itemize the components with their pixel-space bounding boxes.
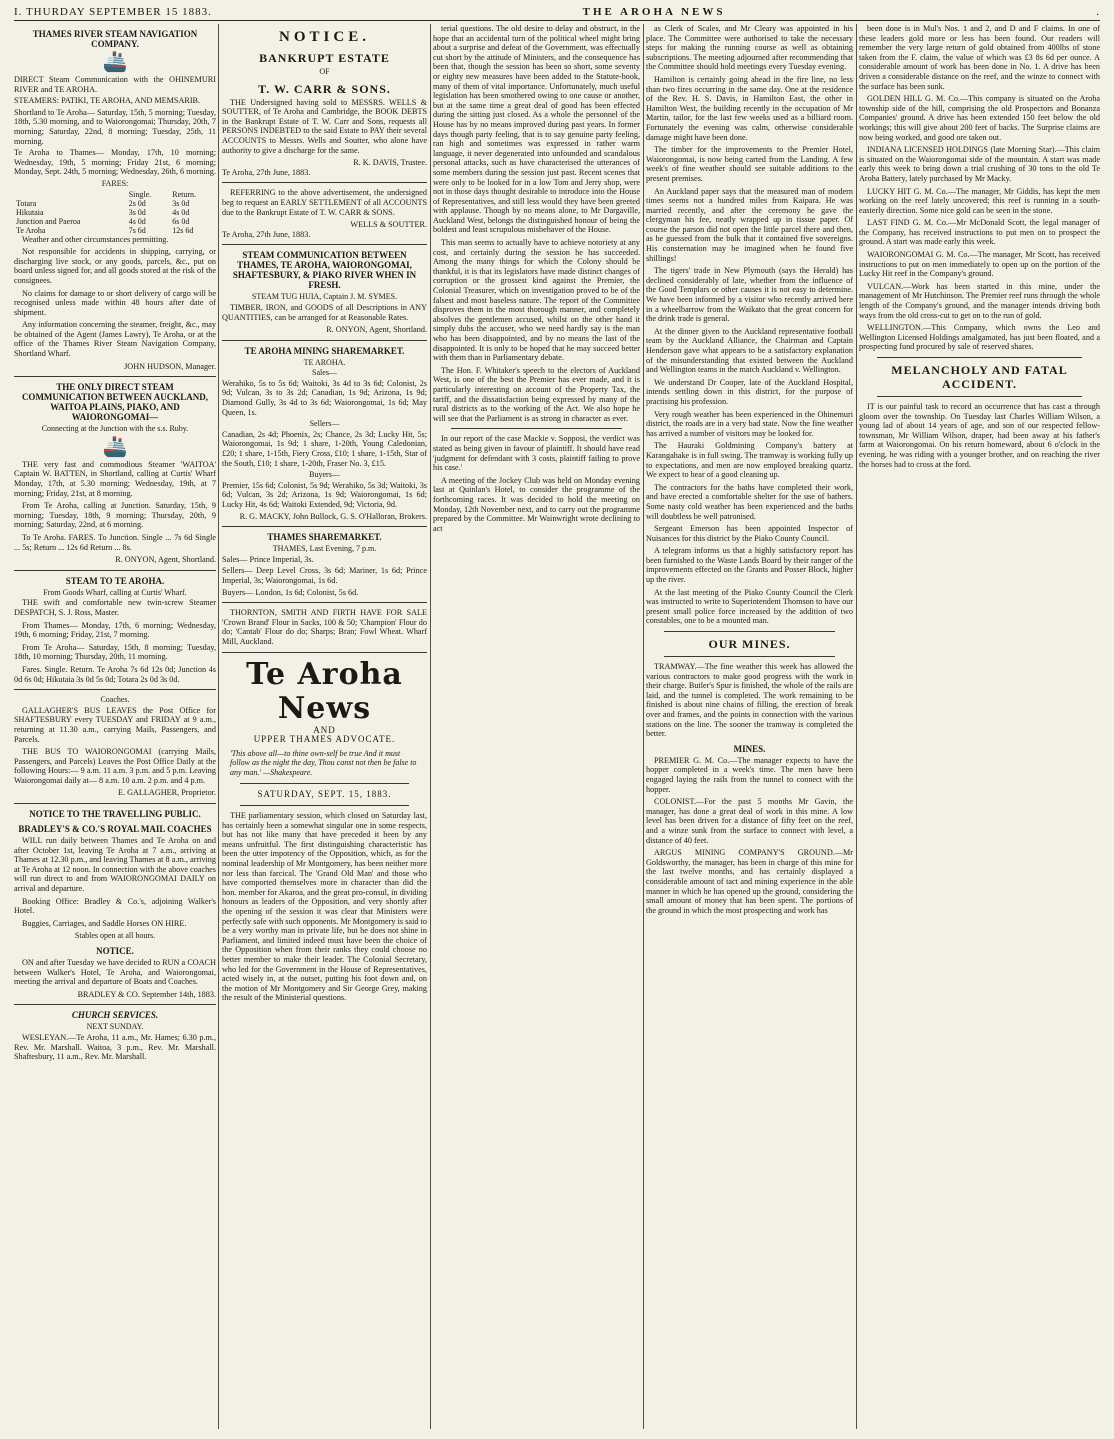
- church-sub: NEXT SUNDAY.: [86, 1022, 144, 1032]
- fares-header-cell: [14, 190, 127, 199]
- mines-item: WAIORONGOMAI G. M. Co.—The manager, Mr Scott, has received instructions to put on men immediately to open up on the portion of the Lucky Hit reef in the Company's ground.: [859, 250, 1100, 279]
- despatch-ad: THE swift and comfortable new twin-screw Steamer DESPATCH, S. J. Ross, Master.: [14, 598, 216, 617]
- sales-list: Werahiko, 5s to 5s 6d; Waitoki, 3s 4d to 3s 6d; Colonist, 2s 9d; Vulcan, 3s to 3s 2d; Canadian, 1s 9d; Arizona, 1s 9d; Diamond Gully, 3s 4d to 3s 6d; Waiorongomai, 1s 6d; May Queen, 1s.: [222, 378, 427, 417]
- mines-tramway: TRAMWAY.—The fine weather this week has allowed the various contractors to make good progress with the work in their charge. Butler's Spur is finished, the whole of the rails are laid, and the tunnel is completed. The work remaining to be finished is about nine chains of filling, the erection of break over and frames, and the points in connection with the various stations on the line. The sooner the tramway is completed the better.: [646, 662, 853, 739]
- column-advertisements-transport: [14, 24, 216, 1429]
- despatch-back: From Te Aroha— Saturday, 15th, 8 morning; Tuesday, 18th, 10 morning; Thursday, 20th, 11 morning.: [14, 642, 216, 662]
- mines-item: INDIANA LICENSED HOLDINGS (late Morning Star).—This claim is situated on the Waiorongomai side of the mountain. A start was made early this week to bring down a trial crushing of 30 tons to the old Te Aroha Battery, lately purchased by Mr Macky.: [859, 145, 1100, 183]
- fares-cell: Junction and Paeroa: [16, 216, 81, 226]
- mines-item: LAST FIND G. M. Co.—Mr McDonald Scott, the legal manager of the Company, has received instructions to put men on to prospect the ground. A start was made early this week.: [859, 218, 1100, 247]
- buggies-ad: Buggies, Carriages, and Saddle Horses ON HIRE.: [22, 918, 187, 928]
- divider: [14, 570, 216, 571]
- shortland-schedule: Shortland to Te Aroha— Saturday, 15th, 5 morning; Tuesday, 18th, 5.30 morning, and to Waiorongomai; Thursday, 20th, 7 morning; Saturday, 22nd, 8 morning; Tuesday, 25th, 11 morning.: [14, 107, 216, 146]
- news-item: An Auckland paper says that the measured man of modern times seems not a hundred miles from Kaipara. He was married recently, and after the ceremony he gave the clergyman his fee, neatly wrapped up in tissue paper. Of course the parson did not open the little parcel there and then, as he guessed from the bulk that it contained five sovereigns. His consternation may be imagined when he found five shillings!: [646, 186, 853, 263]
- notice-travel-title: NOTICE TO THE TRAVELLING PUBLIC.: [29, 809, 201, 820]
- mines-premier: PREMIER G. M. Co.—The manager expects to have the hopper completed in a week's time. The men have been engaged laying the rails from the tunnel to connect with the hopper.: [646, 755, 853, 794]
- bradley-title: BRADLEY'S & CO.'S ROYAL MAIL COACHES: [18, 824, 212, 835]
- news-item: A telegram informs us that a highly satisfactory report has been furnished to the Waste Lands Board by their ranger of the improvements effected on the Grants and Posser Block, higher up the river.: [646, 546, 853, 585]
- mines-item: GOLDEN HILL G. M. Co.—This company is situated on the Aroha township side of the hill, comprising the old Prospectors and Bonanza Companies' ground. A drive has been extended 150 feet below the old workings; this will give about 200 feet of backs. The Surprise claims are now being worked, and good ore taken out.: [859, 94, 1100, 142]
- steam-intro: DIRECT Steam Communication with the OHINEMURI RIVER and TE AROHA.: [14, 75, 216, 94]
- buyers-list: Premier, 15s 6d; Colonist, 5s 9d; Werahiko, 5s 3d; Waitoki, 3s 6d; Vulcan, 3s 2d; Arizona, 1s 9d; Waiorongomai, 1s 6d; Lucky Hit, 4s 6d; Waitoki Extended, 9d; Victoria, 9d.: [222, 480, 427, 509]
- sellers-label: Sellers—: [309, 419, 340, 429]
- tug-line: STEAM TUG HUIA, Captain J. M. SYMES.: [251, 292, 398, 302]
- editorial-paragraph: terial questions. The old desire to delay and obstruct, in the hope that an accidental turn of the political wheel might bring about a surprise and defeat of the Government, was effectually cut short by the attitude of Ministers, and the consequence has been that, though the session has been so short, some seventy or eighty new measures have been added to the Statute-book, many of them of vital importance. Unfortunately, much useful legislation has been smothered owing to one cause or another, but at the same time a great deal of good has been effected during the sitting just closed. As a whole the personnel of the House has by no means improved during past years. In former days though party feeling, that is to say genuine party feeling, ran high and sometimes was expressed in rather warm language, it never degenerated into unfounded and scandalous personal attacks, such as have characterised the utterances of some members during the session just past. Recent scenes that were only to be looked for in a low Tom and Jerry shop, were not in those days thought desirable to introduce into the House of Representatives, and still less would they have been greeted with applause. Though by no means alone, to Mr Dargaville, Auckland West, belongs the distinguished honour of being the boldest and least scrupulous misbehaver of the House.: [433, 24, 640, 235]
- fares-cell: 7s 6d: [128, 225, 146, 235]
- news-item: We understand Dr Cooper, late of the Auckland Hospital, intends settling down in this district, for the purpose of practising his profession.: [646, 377, 853, 406]
- despatch-fares: Fares. Single. Return. Te Aroha 7s 6d 12s 0d; Junction 4s 0d 6s 0d; Hikutaia 3s 0d 5s 0d; Totara 2s 0d 3s 0d.: [14, 664, 216, 684]
- editorial-paragraph: The Hon. F. Whitaker's speech to the electors of Auckland West, is one of the best the Premier has ever made, and it is particularly interesting on account of the Property Tax, the tariff, and the dissatisfaction being expressed by many of the rural districts as to the working of the Act. We also hope he will see that the Parliament is as strong in character as ever.: [433, 365, 640, 423]
- buyers-label: Buyers—: [309, 470, 340, 480]
- divider: [222, 652, 427, 653]
- masthead: [14, 4, 1100, 20]
- divider: [14, 803, 216, 804]
- church-title: CHURCH SERVICES.: [71, 1010, 159, 1021]
- waitoa-schedule: THE very fast and commodious Steamer 'WAITOA' Captain W. BATTEN, in Shortland, calling at Curtis' Wharf Monday, 17th, at 5.30 morning; Wednesday, 19th, at 7 morning; Friday, 21st, at 8 morning.: [14, 459, 216, 498]
- newspaper-logo: Te Aroha News: [246, 656, 403, 726]
- divider: [222, 602, 427, 603]
- direct-steam-sub: Connecting at the Junction with the s.s. Ruby.: [41, 424, 189, 434]
- news-item: Sergeant Emerson has been appointed Inspector of Nuisances for this district by the Piako County Council.: [646, 524, 853, 543]
- steamship-icon: 🚢: [102, 435, 128, 458]
- thames-market-date: THAMES, Last Evening, 7 p.m.: [272, 544, 377, 554]
- waitoa-return: From Te Aroha, calling at Junction. Saturday, 15th, 9 morning; Tuesday, 18th, 9 morning; Thursday, 20th, 9 morning; Saturday, 22nd, at 6 morning.: [14, 501, 216, 530]
- news-item: A meeting of the Jockey Club was held on Monday evening last at Quinlan's Hotel, to consider the programme of the forthcoming races. It was decided to hold the meeting on Monday, 12th November next, and to carry out the programme prepared by the Committee. Mr Wainwright wrote declining to act: [433, 475, 640, 533]
- accident-body: IT is our painful task to record an occurrence that has cast a through gloom over the township. On Tuesday last Charles William Wilson, a young lad of about 14 years of age, and son of our respected fellow-townsman, Mr William Wilson, draper, had been away at his father's farm at Waiorongomai. On his return homeward, about 6 o'clock in the evening, he was riding with a younger brother, and on reaching the river the horses had to cross at the ford.: [859, 402, 1100, 469]
- trustee-signature: R. K. DAVIS, Trustee.: [353, 158, 427, 168]
- issue-date: SATURDAY, SEPT. 15, 1883.: [257, 788, 392, 799]
- news-item: At the dinner given to the Auckland representative football team by the Auckland Alliance, the Chairman and Captain Henderson gave what appears to be a satisfactory explanation of the misunderstanding that existed between the Auckland and Wellington teams in the match Auckland v. Wellington.: [646, 326, 853, 375]
- fares-cell: 4s 0d: [128, 216, 146, 226]
- column-mines-and-reports: [859, 24, 1100, 1429]
- masthead-rule: [14, 20, 1100, 21]
- news-item: The Hauraki Goldmining Company's battery at Karangahake is in full swing. The tramway is working fully up to expectations, and men are now employed breaking quartz. We expect to hear of a good cleaning up.: [646, 441, 853, 480]
- mining-place: TE AROHA.: [303, 357, 346, 367]
- timber-signature: R. ONYON, Agent, Shortland.: [326, 325, 427, 335]
- divider: [877, 357, 1082, 358]
- news-item: Hamilton is certainly going ahead in the fire line, no less than two fires occurring in the same day. One at the residence of the Rev. H. S. Davis, in Hamilton East, the other in Hamilton West, the building recently in the occupation of Mr Martin, tailor, for the last few weeks used as a billiard room. Fortunately the evening was calm, otherwise considerable damage might have been done.: [646, 74, 853, 142]
- mines-item: been done is in Mul's Nos. 1 and 2, and D and F claims. In one of these leaders gold more or less has been found. Our readers will remember the very large return of gold obtained from 400lbs of stone taken from the F. claim, the value of which was £3 8s 6d per ounce. A considerable amount of work has been done in No. 1. A drive has been driven a considerable distance on the reef, and the winze to connect with the surface has been sunk.: [859, 24, 1100, 91]
- fares-cell: Totara: [16, 198, 37, 208]
- bankrupt-body: THE Undersigned having sold to MESSRS. WELLS & SOUTTER, of Te Aroha and Cambridge, the BOOK DEBTS in the Bankrupt Estate of T. W. Carr and Sons, requests all PERSONS INDEBTED to the said Estate to PAY their several ACCOUNTS to Messrs. Wells and Soutter, who alone have authority to give a discharge for the same.: [222, 97, 427, 155]
- divider: [664, 656, 835, 657]
- referring-signature: WELLS & SOUTTER.: [350, 220, 427, 230]
- table-row: [14, 208, 216, 217]
- fares-cell: 2s 0d: [128, 198, 146, 208]
- divider: [222, 182, 427, 183]
- steam-to-aroha-sub: From Goods Wharf, calling at Curtis' Wharf.: [43, 587, 187, 597]
- of-label: OF: [319, 67, 330, 76]
- thames-market-title: THAMES SHAREMARKET.: [267, 532, 382, 543]
- shakespeare-motto: 'This above all—to thine own-self be true And it must follow as the night the day, Thou canst not then be false to any man.' —Shakespeare.: [230, 748, 417, 777]
- fares-cell: 6s 0d: [172, 216, 190, 226]
- info-note: Any information concerning the steamer, freight, &c., may be obtained of the Agent (James Lawry), Te Aroha, or at the office of the Thames River Steam Navigation Company, Shortland Wharf.: [14, 320, 216, 359]
- liability-note: Not responsible for accidents in shipping, carrying, or discharging live stock, or any goods, parcels, &c., put on board unless signed for, and all goods stored at the risk of the consignees.: [14, 247, 216, 285]
- stables-note: Stables open at all hours.: [74, 931, 156, 941]
- divider: [240, 783, 409, 784]
- mining-market-title: TE AROHA MINING SHAREMARKET.: [244, 345, 405, 356]
- notice-heading: NOTICE.: [96, 946, 134, 956]
- thames-sellers: Sellers— Deep Level Cross, 3s 6d; Mariner, 1s 6d; Prince Imperial, 3s; Waiorongomai, 1s 6d.: [222, 566, 427, 585]
- logo-subtitle: UPPER THAMES ADVOCATE.: [253, 734, 396, 745]
- table-row: [14, 217, 216, 226]
- steam-to-aroha-title: STEAM TO TE AROHA.: [65, 575, 165, 586]
- editorial-body: THE parliamentary session, which closed on Saturday last, has certainly been a somewhat singular one in some respects, but has not like many that have preceded it been by any means unfruitful. The first distinguishing characteristic has been the utter impotency of the Opposition, which, as for the nominal leadership of Mr Montgomery, has been neither more nor less than farcical. The 'Grand Old Man' and those who have comported themselves more in character than did the hon. member for Akaroa, and the great pro-consul, in dividing honours as leaders of the Opposition, and very shortly after the opening of the session it was clear that Ministers were perfectly safe with such opponents. Mr Montgomery is said to be a very worthy man in private life, but he does not shine in Parliament, and limited indeed must have been the choice of the Opposition when from their ranks they could choose no better member to make their leader. The Colonial Secretary, who led for the Government in the House of Representatives, acted wisely in, at the outset, putting his foot down and, on the motion of Mr Montgomery and Sir George Grey, making the result of the Ministerial questions.: [222, 811, 427, 1003]
- mines-subheading: MINES.: [733, 743, 766, 754]
- manager-signature: JOHN HUDSON, Manager.: [124, 361, 216, 371]
- firm-name: T. W. CARR & SONS.: [258, 81, 391, 96]
- referring-body: REFERRING to the above advertisement, the undersigned beg to request an EARLY SETTLEMENT of all ACCOUNTS due to the Bankrupt Estate of T. W. CARR & SONS.: [222, 188, 427, 217]
- referring-place: Te Aroha, 27th June, 1883.: [222, 229, 311, 239]
- divider: [14, 689, 216, 690]
- fares-header-cell: Single.: [128, 189, 152, 199]
- fares-cell: 12s 6d: [172, 225, 194, 235]
- onyon-signature: R. ONYON, Agent, Shortland.: [115, 555, 216, 565]
- weather-note: Weather and other circumstances permitting.: [22, 234, 169, 244]
- column-divider: [218, 24, 219, 1429]
- direct-steam-title: THE ONLY DIRECT STEAM COMMUNICATION BETWEEN AUCKLAND, WAITOA PLAINS, PIAKO, AND WAIORONGOMAI—: [21, 382, 209, 423]
- steam-nav-title: THAMES RIVER STEAM NAVIGATION COMPANY.: [32, 29, 198, 49]
- sellers-list: Canadian, 2s 4d; Phoenix, 2s; Chance, 2s 3d; Lucky Hit, 5s; Waiorongomai, 1s 9d; 1 share, 1-20th, Young Caledonian, £20; 1 share, 1-15th, Fiery Cross, £10; 1 share, 1-15th, Star of the South, £10; 1 share, 1-20th, Fraser No. 3, £15.: [222, 429, 427, 468]
- fares-table: [14, 190, 216, 235]
- gallagher-bus: GALLAGHER'S BUS LEAVES the Post Office for SHAFTESBURY every TUESDAY and FRIDAY at 9 a.m., returning at 11.30 a.m., carrying Mails, Passengers, and Parcels.: [14, 705, 216, 744]
- mines-item: LUCKY HIT G. M. Co.—The manager, Mr Giddis, has kept the men working on the reef lately uncovered; this reef is running in a south-easterly direction. Some nice gold can be seen in the stone.: [859, 186, 1100, 215]
- table-row: [14, 199, 216, 208]
- steam-comm-title: STEAM COMMUNICATION BETWEEN THAMES, TE AROHA, WAIORONGOMAI, SHAFTESBURY, & PIAKO RIVER WHEN IN FRESH.: [232, 250, 417, 291]
- column-divider: [643, 24, 644, 1429]
- column-divider: [856, 24, 857, 1429]
- our-mines-heading: OUR MINES.: [708, 637, 791, 652]
- news-item: Very rough weather has been experienced in the Ohinemuri district, the roads are in a very bad state. Now the fine weather has arrived a number of visitors may be looked for.: [646, 409, 853, 438]
- news-item: as Clerk of Scales, and Mr Cleary was appointed in his place. The Committee were authorised to take the necessary steps for making the running course as well as obtaining subscriptions. The meeting adjourned after recommending that the Committee should hold meetings every Tuesday evening.: [646, 24, 853, 72]
- thames-schedule: Te Aroha to Thames— Monday, 17th, 10 morning; Wednesday, 19th, 5 morning; Friday 21st, 6 morning; Monday, Sept. 24th, 5 morning; Wednesday, 26th, 6 morning.: [14, 148, 216, 177]
- waiorongomai-bus: THE BUS TO WAIORONGOMAI (carrying Mails, Passengers, and Parcels) Leaves the Post Office Daily at the following Hours:— 9 a.m. 11 a.m. 3 p.m. and 5 p.m. Leaving Waiorongomai daily at— 8 a.m. 10 a.m. 2 p.m. and 4 p.m.: [14, 747, 216, 785]
- gallagher-signature: E. GALLAGHER, Proprietor.: [117, 788, 216, 798]
- notice-signature: BRADLEY & CO. September 14th, 1883.: [77, 989, 216, 999]
- bradley-ad: WILL run daily between Thames and Te Aroha on and after October 1st, leaving Te Aroha at 7 a.m., arriving at Thames at 12.30 p.m., and leaving Thames at 8 a.m., arriving at Te Aroha at 12 noon. In connection with the above coaches will run direct to and from WAIORONGOMAI DAILY on arrival and departure.: [14, 836, 216, 894]
- column-local-news: [646, 24, 853, 1429]
- steamers-line: STEAMERS: PATIKI, TE AROHA, AND MEMSARIB.: [14, 96, 201, 106]
- mines-colonist: COLONIST.—For the past 5 months Mr Gavin, the manager, has done a great deal of work in this mine. A low level has been driven for a distance of fifty feet on the reef, and a winze sunk from the surface to connect with level, a distance of 40 feet.: [646, 797, 853, 845]
- fares-cell: 4s 0d: [172, 207, 190, 217]
- column-editorial-continued: [433, 24, 640, 1429]
- divider: [222, 526, 427, 527]
- booking-office: Booking Office: Bradley & Co.'s, adjoining Walker's Hotel.: [14, 896, 216, 916]
- divider: [222, 244, 427, 245]
- claims-note: No claims for damage to or short delivery of cargo will be recognised unless made within 48 hours after date of shipment.: [14, 288, 216, 317]
- news-item: In our report of the case Mackie v. Sopposi, the verdict was stated as being given in favour of plaintiff. It should have read 'judgment for defendant with 3 costs, plaintiff failing to prove his case.': [433, 434, 640, 473]
- fares-header-cell: Return.: [172, 189, 197, 199]
- thames-buyers: Buyers— London, 1s 6d; Colonist, 5s 6d.: [222, 587, 359, 597]
- fares-title: FARES:: [101, 178, 129, 188]
- timber-ad: TIMBER, IRON, and GOODS of all Descriptions in ANY QUANTITIES, can be arranged for at Reasonable Rates.: [222, 302, 427, 322]
- masthead-date: I. THURDAY SEPTEMBER 15 1883.: [14, 6, 212, 18]
- bankrupt-place: Te Aroha, 27th June, 1883.: [222, 167, 311, 177]
- divider: [451, 428, 622, 429]
- accident-heading: MELANCHOLY AND FATAL ACCIDENT.: [891, 363, 1068, 391]
- column-notices-editorial: [222, 24, 427, 1429]
- news-item: The contractors for the baths have completed their work, and have erected a comfortable shelter for the use of bathers. Some nasty cold weather has been experienced and the baths will doubtless be well patronised.: [646, 482, 853, 521]
- notice-body: ON and after Tuesday we have decided to RUN a COACH between Walker's Hotel, Te Aroha, and Waiorongomai, meeting the arrival and departure of Boats and Coaches.: [14, 958, 216, 987]
- divider: [877, 396, 1082, 397]
- bankrupt-heading: BANKRUPT ESTATE: [259, 51, 390, 65]
- mines-item: WELLINGTON.—This Company, which owns the Leo and Wellington Licensed Holdings amalgamated, has just been floated, and a prospecting fund procured by sale of reserved shares.: [859, 323, 1100, 352]
- logo-and: AND: [313, 724, 336, 735]
- masthead-title: THE AROHA NEWS: [582, 6, 726, 18]
- brokers-signature: R. G. MACKY, John Bullock, G. S. O'Halloran, Brokers.: [239, 511, 427, 521]
- divider: [222, 340, 427, 341]
- editorial-paragraph: This man seems to actually have to achieve notoriety at any cost, and certainly during the session he has succeeded. Among the many things for which the Colony should be thankful, it is that its legislators have made distinct changes of corruption or the grossest kind against the Premier, the Colonial Treasurer, which on investigation proved to be of the falsest and most baseless nature. The report of the Committee disproves them in the most thorough manner, and completely absolves the gentlemen accused, whilst on the other hand it simply dubs the accuser, who we need hardly say is the man who has been disappointed, and by no means the last of the disappointed. It is only to be hoped that he may succeed better with them than in Parliamentary debate.: [433, 238, 640, 363]
- news-item: The timber for the improvements to the Premier Hotel, Waiorongomai, is now being carted from the Landing. A few week's of fine weather should see suitable additions to the present premises.: [646, 145, 853, 183]
- fares-cell: Te Aroha: [16, 225, 46, 235]
- thames-sales: Sales— Prince Imperial, 3s.: [222, 554, 314, 564]
- sales-label: Sales—: [312, 368, 337, 378]
- fares-cell: 3s 0d: [128, 207, 146, 217]
- table-row: [14, 226, 216, 235]
- waitoa-fares: To Te Aroha. FARES. To Junction. Single ... 7s 6d Single ... 5s; Return ... 12s 6d Return ... 8s.: [14, 533, 216, 552]
- divider: [14, 376, 216, 377]
- subcolumn-left: [859, 24, 1100, 1429]
- mines-argus: ARGUS MINING COMPANY'S GROUND.—Mr Goldsworthy, the manager, has been in charge of this mine for the last twelve months, and has certainly displayed a considerable amount of tact and mining experience in the able manner in which he has opened up the ground, considering the small amount of money that has been spent. The portions of the ground in which the most prospecting and work has: [646, 848, 853, 915]
- divider: [14, 1004, 216, 1005]
- table-row: [14, 190, 216, 199]
- divider: [240, 805, 409, 806]
- thornton-ad: THORNTON, SMITH AND FIRTH HAVE FOR SALE 'Crown Brand' Flour in Sacks, 100 & 50; 'Champion' Flour do do; 'Cantab' Flour do do; Sharps; Bran; Fowl Wheat. Wharf Mill, Auckland.: [222, 608, 427, 646]
- notice-heading: NOTICE.: [279, 29, 370, 45]
- fares-cell: 3s 0d: [172, 198, 190, 208]
- steamship-icon: 🚢: [102, 51, 128, 73]
- column-divider: [430, 24, 431, 1429]
- mines-item: VULCAN.—Work has been started in this mine, under the management of Mr Hutchinson. The Premier reef runs through the whole length of the Company's ground, and the manager intends driving both ways from the old cross-cut to get on to the run of gold.: [859, 281, 1100, 320]
- news-item: The tigers' trade in New Plymouth (says the Herald) has declined considerably of late, whether from the influence of the Good Templars or other causes it is not easy to determine. We have been informed by a visitor who recently arrived here in a wheelbarrow from the Waikato that the great concern for the drink trade is general.: [646, 266, 853, 324]
- divider: [664, 631, 835, 632]
- coaches-heading: Coaches.: [100, 695, 130, 705]
- despatch-from: From Thames— Monday, 17th, 6 morning; Wednesday, 19th, 6 morning; Friday, 21st, 7 morning.: [14, 620, 216, 640]
- masthead-right: .: [1096, 6, 1100, 18]
- fares-cell: Hikutaia: [16, 207, 44, 217]
- news-item: At the last meeting of the Piako County Council the Clerk was instructed to write to Superintendent Thomson to have our present small police force increased by the addition of two constables, one to be a mounted man.: [646, 587, 853, 626]
- church-services: WESLEYAN.—Te Aroha, 11 a.m., Mr. Hames; 6.30 p.m., Rev. Mr. Marshall. Waitoa, 3 p.m., Rev. Mr. Marshall. Shaftesbury, 11 a.m., Rev. Mr. Marshall.: [14, 1032, 216, 1062]
